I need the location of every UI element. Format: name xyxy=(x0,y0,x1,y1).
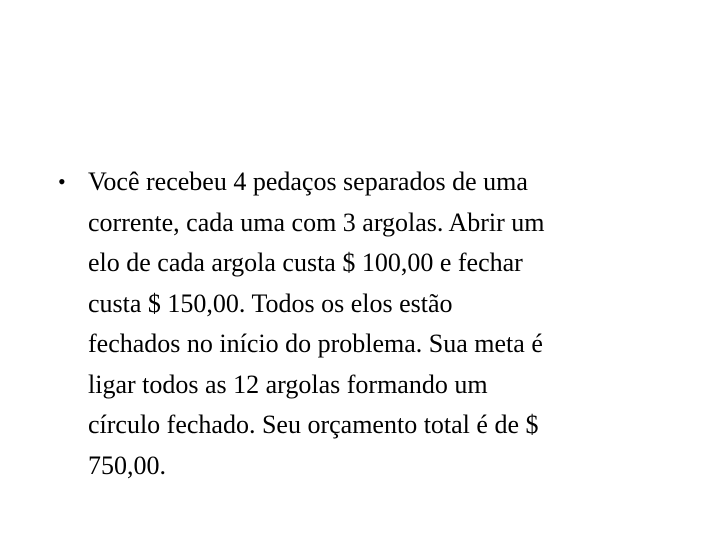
problem-text-line-1: Você recebeu 4 pedaços separados de uma xyxy=(88,167,528,196)
problem-text-line-5: fechados no início do problema. Sua meta é xyxy=(88,329,543,358)
problem-text-line-6: ligar todos as 12 argolas formando um xyxy=(88,369,488,399)
bullet-icon: • xyxy=(58,169,66,194)
bullet-list xyxy=(58,162,658,486)
problem-text-line-8: 750,00. xyxy=(88,450,166,480)
problem-text-line-3: elo de cada argola custa $ 100,00 e fechar xyxy=(88,248,523,277)
problem-text-line-7: círculo fechado. Seu orçamento total é de $ xyxy=(88,410,539,439)
problem-text-line-4: custa $ 150,00. Todos os elos estão xyxy=(88,288,453,318)
problem-text-line-2: corrente, cada uma com 3 argolas. Abrir um xyxy=(88,207,545,237)
bullet-item xyxy=(58,162,658,486)
